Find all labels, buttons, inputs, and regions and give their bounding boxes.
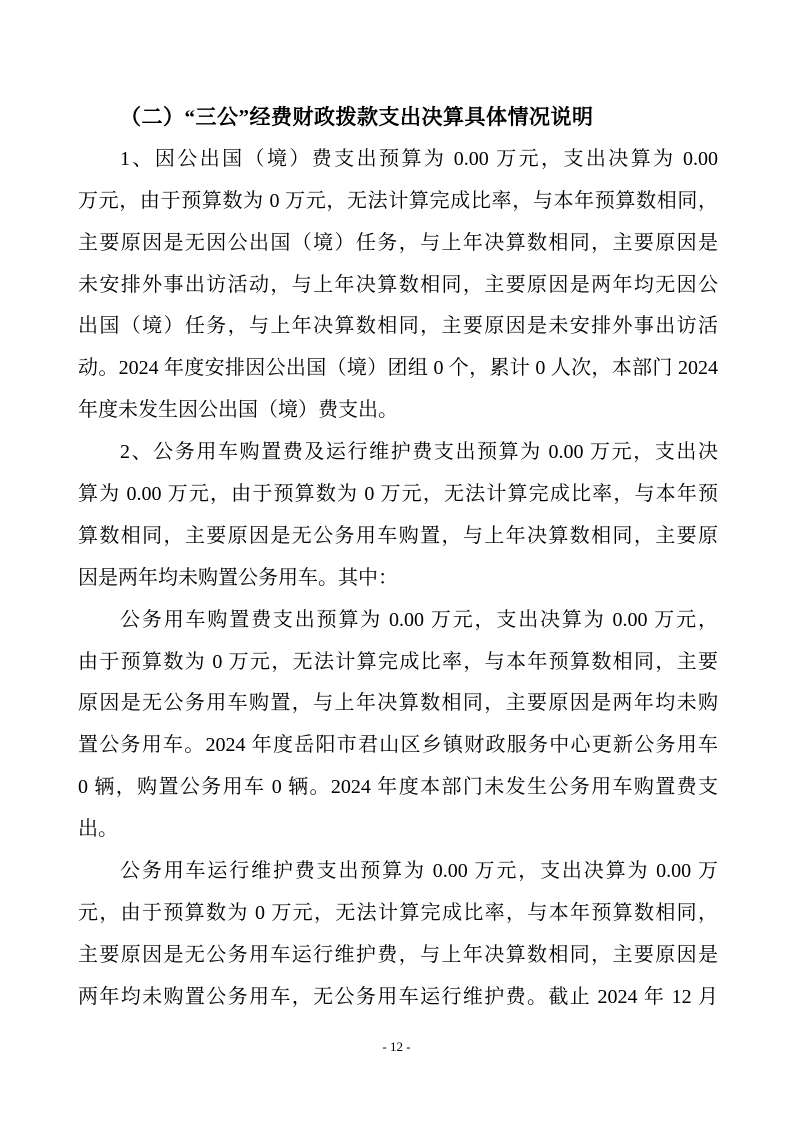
paragraph-line: 原因是无公务用车购置，与上年决算数相同，主要原因是两年均未购 [78, 692, 718, 715]
paragraph-line: 出。 [78, 818, 118, 841]
paragraph-vehicle-purchase [78, 600, 718, 851]
paragraph-line: 算为 0.00 万元，由于预算数为 0 万元，无法计算完成比率，与本年预 [78, 483, 718, 506]
paragraph-line: 2、公务用车购置费及运行维护费支出预算为 0.00 万元，支出决 [120, 441, 718, 464]
paragraph-line: 算数相同，主要原因是无公务用车购置，与上年决算数相同，主要原 [78, 524, 718, 547]
paragraph-line: 公务用车运行维护费支出预算为 0.00 万元，支出决算为 0.00 万 [120, 860, 718, 883]
paragraph-line: 置公务用车。2024 年度岳阳市君山区乡镇财政服务中心更新公务用车 [78, 734, 718, 757]
paragraph-line: 1、因公出国（境）费支出预算为 0.00 万元，支出决算为 0.00 [120, 147, 718, 170]
paragraph-line: 0 辆，购置公务用车 0 辆。2024 年度本部门未发生公务用车购置费支 [78, 776, 718, 799]
paragraph-line: 元，由于预算数为 0 万元，无法计算完成比率，与本年预算数相同， [78, 901, 718, 924]
paragraph-outbound-travel [78, 139, 718, 432]
paragraph-line: 两年均未购置公务用车，无公务用车运行维护费。截止 2024 年 12 月 [78, 985, 718, 1008]
paragraph-line: 动。2024 年度安排因公出国（境）团组 0 个，累计 0 人次，本部门 2024 [78, 357, 718, 380]
page-number: - 12 - [382, 1039, 411, 1054]
paragraph-line: 主要原因是无公务用车运行维护费，与上年决算数相同，主要原因是 [78, 943, 718, 966]
paragraph-line: 未安排外事出访活动，与上年决算数相同，主要原因是两年均无因公 [78, 273, 718, 296]
paragraph-line: 因是两年均未购置公务用车。其中： [78, 566, 398, 589]
paragraph-line: 年度未发生因公出国（境）费支出。 [78, 399, 398, 422]
paragraph-vehicle-maintenance [78, 851, 718, 1019]
paragraph-line: 公务用车购置费支出预算为 0.00 万元，支出决算为 0.00 万元， [120, 608, 718, 631]
paragraph-line: 万元，由于预算数为 0 万元，无法计算完成比率，与本年预算数相同， [78, 189, 718, 212]
document-body [78, 97, 718, 1019]
paragraph-official-vehicles [78, 432, 718, 600]
section-heading: （二）“三公”经费财政拨款支出决算具体情况说明 [120, 105, 594, 129]
paragraph-line: 主要原因是无因公出国（境）任务，与上年决算数相同，主要原因是 [78, 231, 718, 254]
paragraph-line: 出国（境）任务，与上年决算数相同，主要原因是未安排外事出访活 [78, 315, 718, 338]
paragraph-line: 由于预算数为 0 万元，无法计算完成比率，与本年预算数相同，主要 [78, 650, 718, 673]
